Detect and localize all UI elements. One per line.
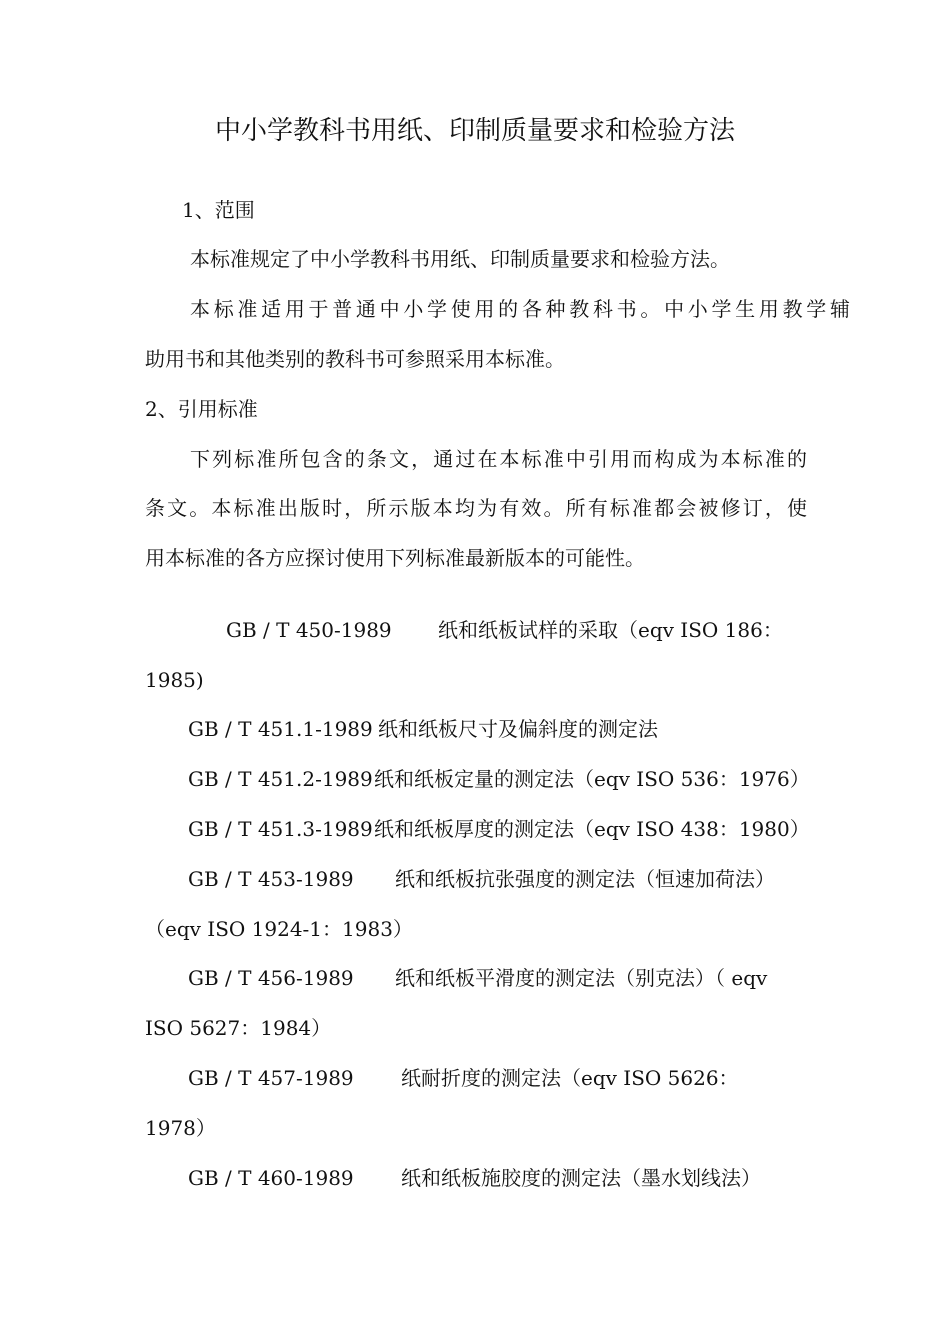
reference-continuation: ISO 5627：1984） <box>145 1016 332 1040</box>
reference-description: 纸和纸板平滑度的测定法（别克法）（ eqv <box>395 966 768 990</box>
reference-continuation: 1978） <box>145 1116 216 1140</box>
section-2-paragraph-line-2: 条文。本标准出版时，所示版本均为有效。所有标准都会被修订，使 <box>145 496 807 520</box>
reference-code: GB / T 457-1989 <box>188 1066 354 1090</box>
reference-description: 纸和纸板抗张强度的测定法（恒速加荷法） <box>395 867 775 891</box>
reference-code: GB / T 451.3-1989 <box>188 817 373 841</box>
reference-continuation: （eqv ISO 1924-1：1983） <box>145 917 413 941</box>
reference-description: 纸和纸板定量的测定法（eqv ISO 536：1976） <box>374 767 810 791</box>
reference-description: 纸和纸板尺寸及偏斜度的测定法 <box>378 717 658 741</box>
reference-code: GB / T 453-1989 <box>188 867 354 891</box>
document-title: 中小学教科书用纸、印制质量要求和检验方法 <box>214 116 735 146</box>
section-1-heading: 1、范围 <box>182 198 255 222</box>
section-2-paragraph-line-3: 用本标准的各方应探讨使用下列标准最新版本的可能性。 <box>145 546 645 570</box>
section-1-paragraph-2-line-2: 助用书和其他类别的教科书可参照采用本标准。 <box>145 347 565 371</box>
section-1-paragraph-1: 本标准规定了中小学教科书用纸、印制质量要求和检验方法。 <box>190 247 730 271</box>
reference-description: 纸和纸板试样的采取（eqv ISO 186： <box>438 618 783 642</box>
reference-description: 纸和纸板施胶度的测定法（墨水划线法） <box>401 1166 761 1190</box>
reference-description: 纸耐折度的测定法（eqv ISO 5626： <box>401 1066 739 1090</box>
reference-code: GB / T 451.1-1989 <box>188 717 373 741</box>
reference-code: GB / T 460-1989 <box>188 1166 354 1190</box>
reference-description: 纸和纸板厚度的测定法（eqv ISO 438：1980） <box>374 817 810 841</box>
section-2-heading: 2、引用标准 <box>145 397 258 421</box>
section-2-paragraph-line-1: 下列标准所包含的条文，通过在本标准中引用而构成为本标准的 <box>190 447 807 471</box>
section-1-paragraph-2-line-1: 本标准适用于普通中小学使用的各种教科书。中小学生用教学辅 <box>190 297 850 321</box>
reference-continuation: 1985) <box>145 668 204 692</box>
reference-code: GB / T 450-1989 <box>226 618 392 642</box>
reference-code: GB / T 451.2-1989 <box>188 767 373 791</box>
reference-code: GB / T 456-1989 <box>188 966 354 990</box>
